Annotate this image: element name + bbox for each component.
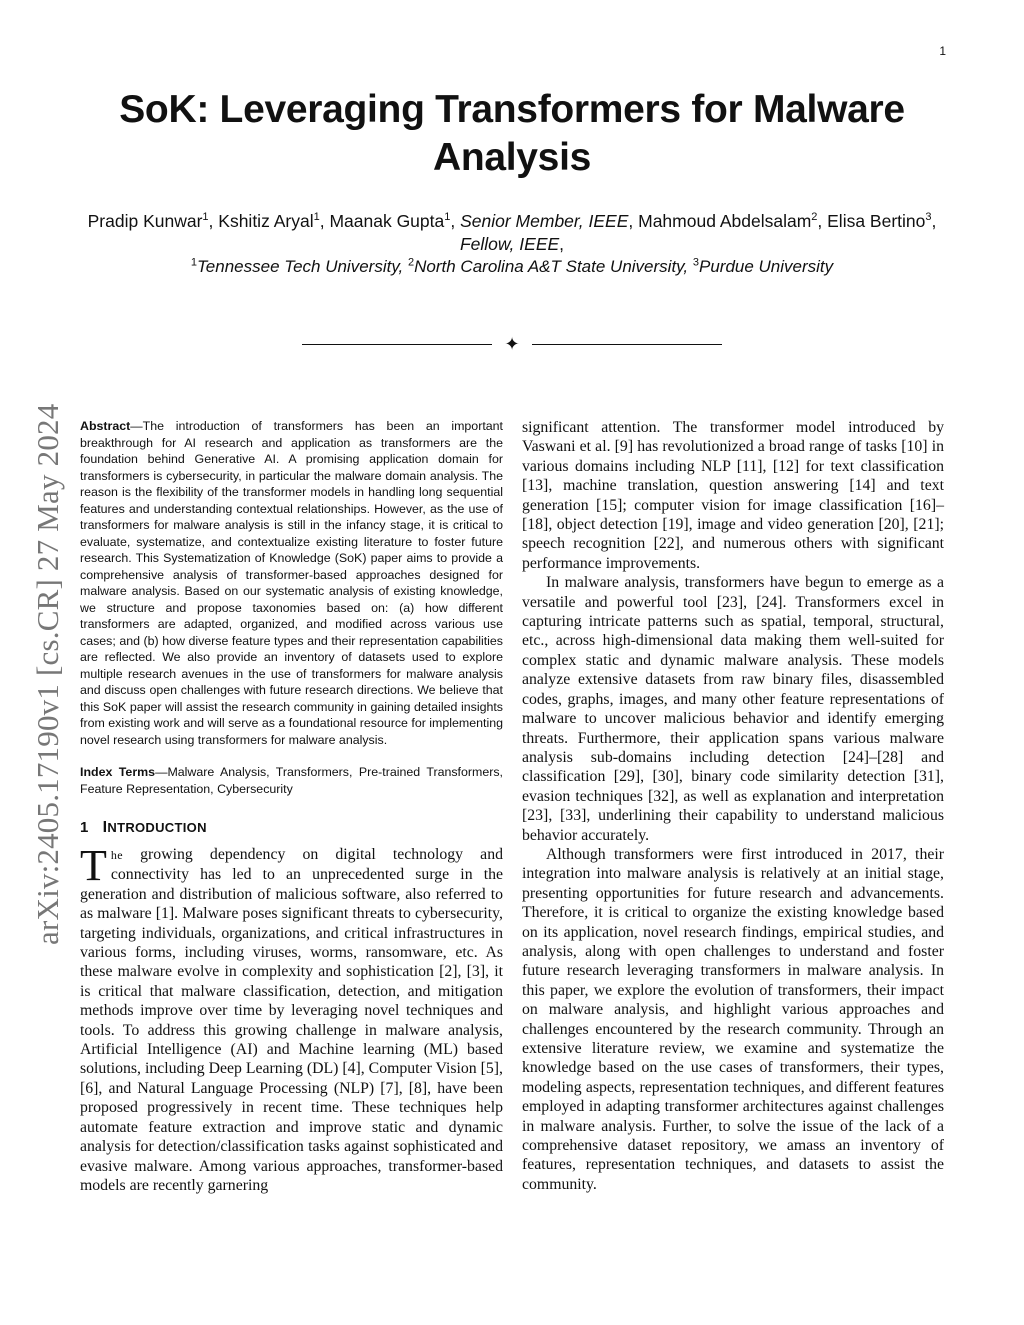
page-number: 1 (939, 44, 946, 58)
affiliation-mark: 2 (811, 211, 818, 224)
section-heading (80, 819, 503, 837)
affiliation-mark: 3 (692, 256, 699, 269)
abstract-label: Abstract (80, 419, 131, 433)
first-word: he (110, 848, 124, 862)
author-trail: , (559, 234, 565, 254)
author-name: , Kshitiz Aryal (208, 211, 314, 231)
affiliation-mark: 1 (202, 211, 209, 224)
intro-paragraph-2: In malware analysis, transformers have begun to emerge as a versatile and powerful tool [23], [24]. Transformers excel in capturing intricate patterns such as spatial, temporal, structural, etc., across high-dimensional data making them well-suited for complex static and dynamic malware analysis. These models analyze extensive datasets from raw binary files, disassembled codes, graphs, images, and many other feature representations of malware to uncover malicious behavior and identify emerging threats. Furthermore, their application spans various malware analysis sub-domains including detection [24]–[28] and classification [29], [30], binary code similarity detection [31], evasion techniques [32], as well as explanation and interpretation [23], [33], underlining their capability to understand malicious behavior accurately. (522, 574, 944, 844)
intro-paragraph-3: Although transformers were first introduced in 2017, their integration into malware analysis is relatively at an initial stage, presenting opportunities for future research and advancements. Therefore, it is critical to organize the existing knowledge based on its application, novel research findings, empirical studies, and analysis, along with open challenges to understand and foster future research leveraging transformers in malware analysis. In this paper, we explore the evolution of transformers, their impact on malware analysis, and highlight various approaches and challenges encountered by the research community. Through an extensive literature review, we examine and systematize the knowledge based on the use cases of transformers, their types, modeling aspects, representation techniques, and different features employed in adapting transformer architectures against challenges in malware analysis. Further, to solve the issue of the lack of a comprehensive dataset repository, we amass an inventory of features, representation techniques, and datasets to assist the community. (522, 845, 944, 1193)
intro-paragraph-1 (80, 841, 504, 1195)
author-name: Pradip Kunwar (87, 211, 203, 231)
divider-line (532, 344, 722, 345)
arxiv-stamp: arXiv:2405.17190v1 [cs.CR] 27 May 2024 (30, 403, 65, 945)
affiliation-mark: 1 (444, 211, 451, 224)
author-role: Fellow, IEEE (459, 234, 560, 254)
affiliation: Tennessee Tech University, (196, 257, 409, 276)
title-divider (300, 336, 724, 356)
paragraph-text: growing dependency on digital technology and connectivity has led to an unprecedented surge in the generation and distribution of malicious software, also referred to as malware [1]. Malware poses significant threats to cybersecurity, targeting individuals, organizations, and critical infrastructures in various forms, including viruses, worms, ransomware, etc. As these malware evolve in complexity and sophistication [2], [3], it is critical that malware classification, detection, and mitigation methods improve over time by leveraging novel techniques and tools. To address this growing challenge in malware analysis, Artificial Intelligence (AI) and Machine learning (ML) based solutions, including Deep Learning (DL) [4], Computer Vision [5], [6], and Natural Language Processing (NLP) [7], [8], have been proposed progressively in recent time. These techniques help automate feature extraction and improve static and dynamic analysis for detection/classification tasks against sophisticated and evasive malware. Among various approaches, transformer-based models are recently garnering (80, 846, 504, 1194)
index-terms (80, 764, 503, 797)
affiliations (80, 257, 944, 277)
abstract (80, 418, 503, 748)
drop-cap: T (80, 841, 107, 890)
right-column (522, 418, 944, 1194)
affiliation-mark: 1 (313, 211, 320, 224)
affiliation-mark: 2 (408, 256, 415, 269)
author-name: , Elisa Bertino (817, 211, 926, 231)
divider-line (302, 344, 492, 345)
author-name: , Maanak Gupta (319, 211, 445, 231)
abstract-text: —The introduction of transformers has been an important breakthrough for AI research and application as transformers are the foundation behind Generative AI. A promising application domain for transformers is cybersecurity, in particular the malware domain analysis. The reason is the flexibility of the transformer models in handling long sequential features and understanding contextual relationships. However, as the use of transformers for malware analysis is still in the infancy stage, it is critical to evaluate, systematize, and contextualize existing literature to foster future research. This Systematization of Knowledge (SoK) paper aims to provide a comprehensive analysis of transformer-based approaches designed for malware analysis. Based on our systematic analysis of existing knowledge, we structure and propose taxonomies based on: (a) how different transformers are adapted, organized, and modified across various use cases; and (b) how diverse feature types and their representation capabilities are reflected. We also provide an inventory of datasets used to explore multiple research avenues in the use of transformers for malware analysis and discuss open challenges with future research directions. We believe that this SoK paper will assist the research community in gaining detailed insights from existing work and will serve as a foundational resource for implementing novel research using transformers for malware analysis. (80, 419, 503, 747)
affiliation: Purdue University (698, 257, 834, 276)
index-terms-text: —Malware Analysis, Transformers, Pre-trained Transformers, Feature Representation, Cybersecurity (80, 765, 503, 796)
affiliation-mark: 3 (925, 211, 932, 224)
divider-star-icon: ✦ (504, 334, 520, 355)
index-terms-label: Index Terms (80, 765, 156, 779)
section-title-initial: I (102, 819, 108, 836)
affiliation-mark: 1 (190, 256, 197, 269)
author-role: Senior Member, IEEE (460, 211, 629, 231)
section-number: 1 (80, 819, 89, 836)
affiliation: North Carolina A&T State University, (414, 257, 693, 276)
author-list: Pradip Kunwar$^1$, Kshitiz Aryal$^1$, Maanak Gupta$^1$, Senior Member, IEEE, Mahmoud Abdelsalam$^2$, Elisa Bertino$^3$, Fellow, IEEE, (87, 211, 937, 254)
intro-paragraph-1-cont: significant attention. The transformer model introduced by Vaswani et al. [9] has revolutionized a broad range of tasks [10] in various domains including NLP [11], [12] for text classification [13], machine translation, question answering [14] and text generation [15]; computer vision for image classification [16]–[18], object detection [19], image and video generation [20], [21]; speech recognition [22], and numerous others with significant performance improvements. (522, 419, 944, 572)
left-column (80, 418, 503, 1195)
paper-title: SoK: Leveraging Transformers for Malware Analysis (119, 88, 905, 179)
section-title: NTRODUCTION (107, 820, 207, 835)
author-name: , Mahmoud Abdelsalam (628, 211, 812, 231)
